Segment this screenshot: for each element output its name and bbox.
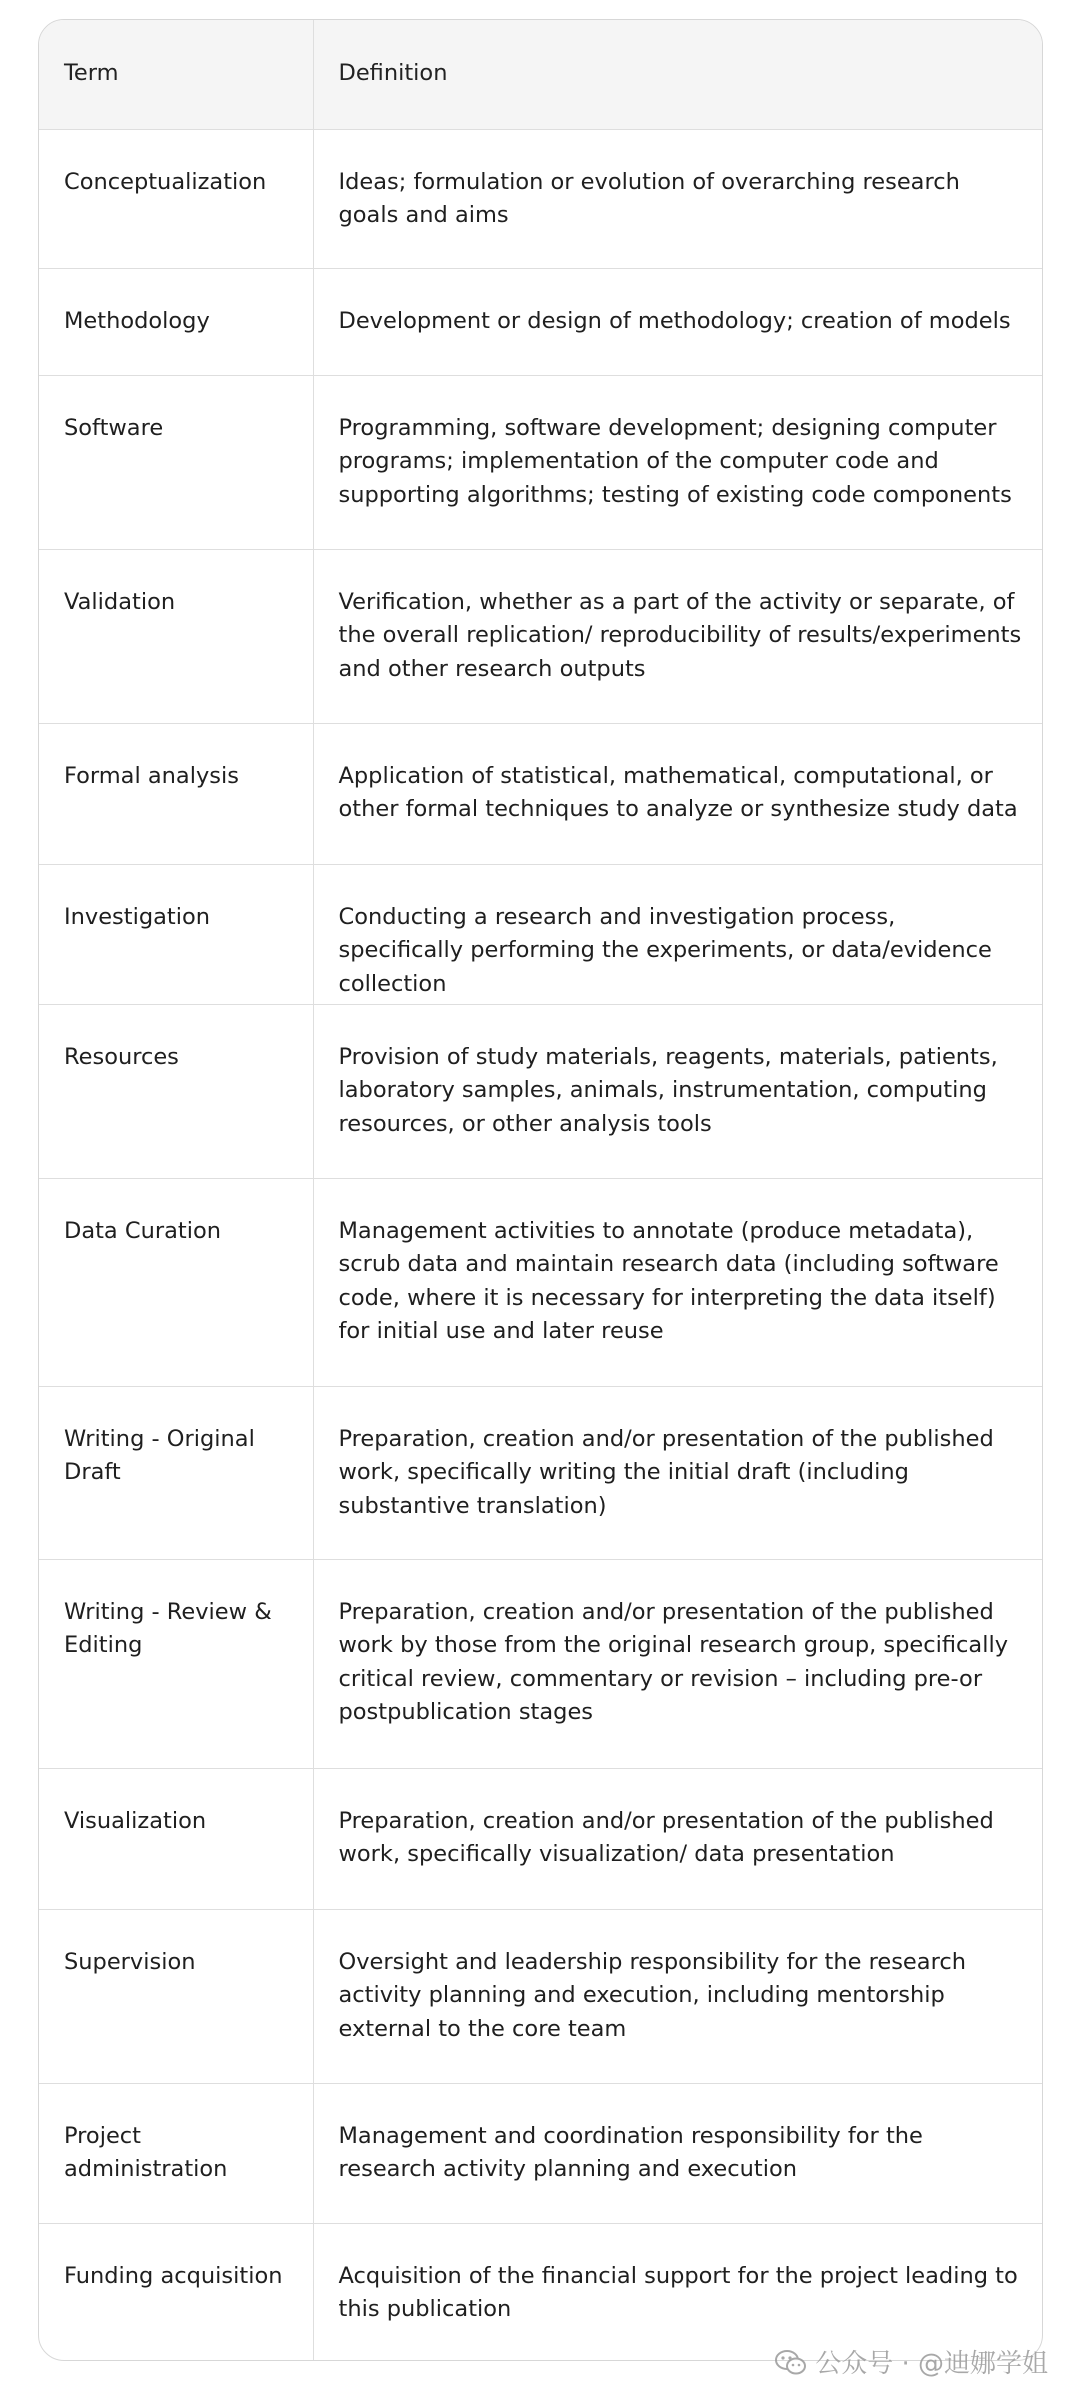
definition-cell: Development or design of methodology; creation of models xyxy=(313,268,1042,375)
term-cell: Investigation xyxy=(39,864,313,1004)
term-cell: Visualization xyxy=(39,1768,313,1909)
wechat-icon xyxy=(775,2350,807,2374)
term-cell: Software xyxy=(39,375,313,549)
definition-cell: Management activities to annotate (produce metadata), scrub data and maintain research data (including software code, where it is necessary for interpreting the data itself) for initial use and later reuse xyxy=(313,1178,1042,1386)
definition-cell: Preparation, creation and/or presentation of the published work, specifically writing the initial draft (including substantive translation) xyxy=(313,1386,1042,1559)
term-cell: Formal analysis xyxy=(39,723,313,864)
term-cell: Methodology xyxy=(39,268,313,375)
table-row xyxy=(39,864,1042,1004)
term-cell: Validation xyxy=(39,549,313,723)
definition-cell: Management and coordination responsibility for the research activity planning and execution xyxy=(313,2083,1042,2223)
definition-cell: Preparation, creation and/or presentation of the published work by those from the original research group, specifically critical review, commentary or revision – including pre-or postpublication stages xyxy=(313,1559,1042,1768)
table-row xyxy=(39,268,1042,375)
definition-cell: Application of statistical, mathematical, computational, or other formal techniques to analyze or synthesize study data xyxy=(313,723,1042,864)
table-row xyxy=(39,2083,1042,2223)
definition-cell: Programming, software development; designing computer programs; implementation of the computer code and supporting algorithms; testing of existing code components xyxy=(313,375,1042,549)
credit-roles-table-container xyxy=(38,19,1043,2361)
term-cell: Funding acquisition xyxy=(39,2223,313,2361)
watermark-text: 公众号 · @迪娜学姐 xyxy=(815,2349,1048,2379)
term-cell: Resources xyxy=(39,1004,313,1178)
definition-cell: Acquisition of the financial support for the project leading to this publication xyxy=(338,2262,1018,2322)
definition-cell: Conducting a research and investigation process, specifically performing the experiments, or data/evidence collection xyxy=(313,864,1042,1004)
credit-roles-table xyxy=(39,20,1042,2361)
term-cell: Writing - Review & Editing xyxy=(39,1559,313,1768)
table-row xyxy=(39,1768,1042,1909)
table-row xyxy=(39,549,1042,723)
header-definition: Definition xyxy=(313,20,1042,129)
term-cell: Project administration xyxy=(39,2083,313,2223)
table-row xyxy=(39,375,1042,549)
term-cell: Writing - Original Draft xyxy=(39,1386,313,1559)
table-row xyxy=(39,1559,1042,1768)
table-row xyxy=(39,723,1042,864)
header-term: Term xyxy=(39,20,313,129)
table-row xyxy=(39,129,1042,268)
term-cell: Supervision xyxy=(39,1909,313,2083)
definition-cell: Preparation, creation and/or presentation of the published work, specifically visualization/ data presentation xyxy=(313,1768,1042,1909)
definition-cell: Ideas; formulation or evolution of overarching research goals and aims xyxy=(313,129,1042,268)
watermark xyxy=(775,2343,1048,2380)
table-header-row xyxy=(39,20,1042,129)
definition-cell: Oversight and leadership responsibility for the research activity planning and execution, including mentorship external to the core team xyxy=(313,1909,1042,2083)
term-cell: Data Curation xyxy=(39,1178,313,1386)
table-row xyxy=(39,1004,1042,1178)
term-cell: Conceptualization xyxy=(39,129,313,268)
table-row xyxy=(39,1178,1042,1386)
definition-cell: Verification, whether as a part of the activity or separate, of the overall replication/ reproducibility of results/experiments and other research outputs xyxy=(313,549,1042,723)
definition-cell: Provision of study materials, reagents, materials, patients, laboratory samples, animals, instrumentation, computing resources, or other analysis tools xyxy=(313,1004,1042,1178)
table-row xyxy=(39,1909,1042,2083)
table-row xyxy=(39,2223,1042,2361)
table-row xyxy=(39,1386,1042,1559)
